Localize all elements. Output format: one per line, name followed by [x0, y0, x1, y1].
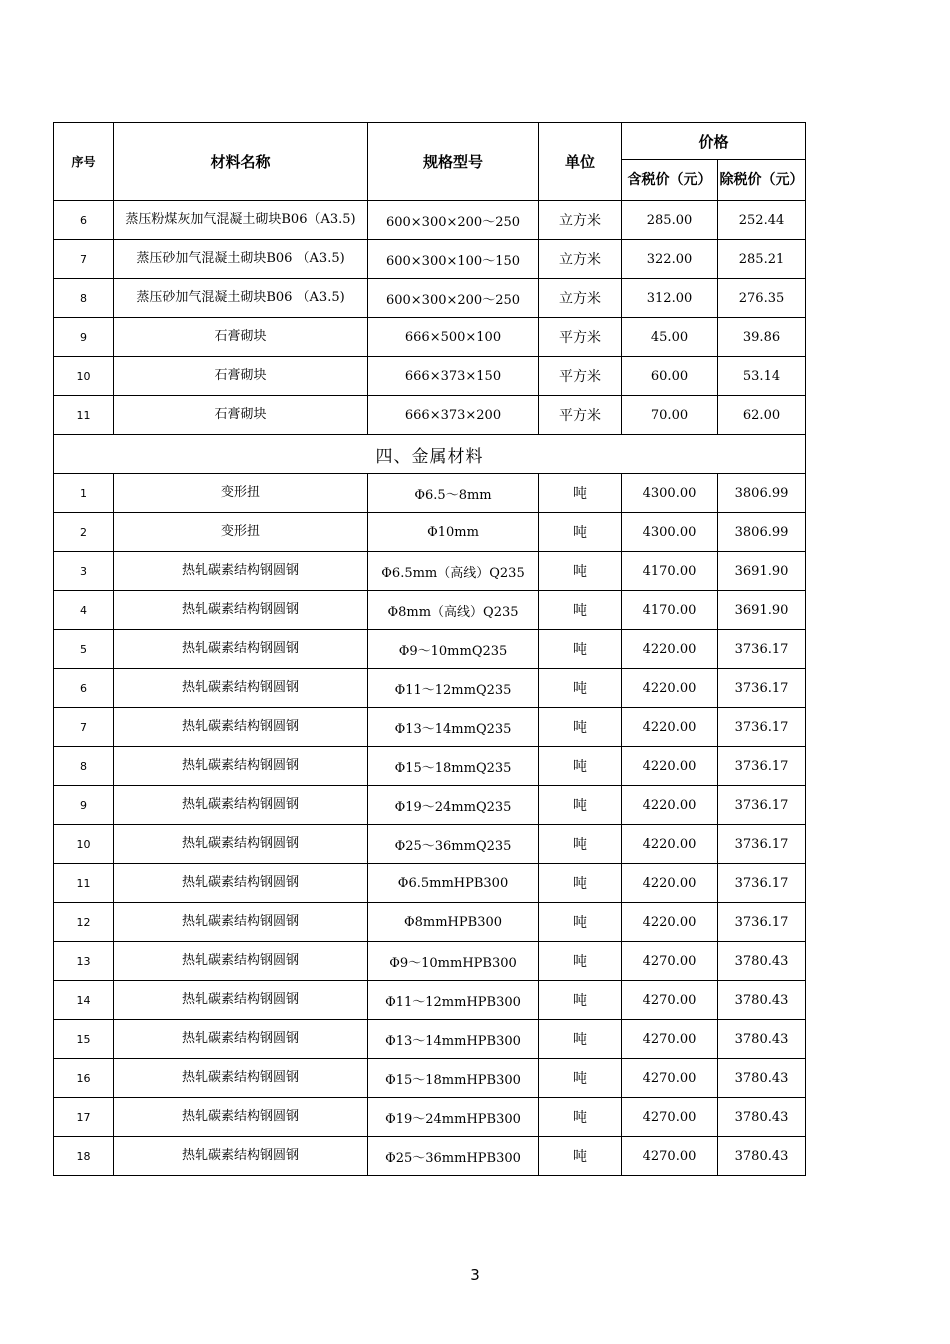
- cell-no: 5: [54, 630, 114, 669]
- cell-unit: 吨: [539, 864, 622, 903]
- cell-spec: Φ8mm（高线）Q235: [368, 591, 539, 630]
- cell-price-notax: 3736.17: [718, 747, 806, 786]
- cell-price-tax: 4300.00: [622, 474, 718, 513]
- cell-no: 1: [54, 474, 114, 513]
- cell-price-tax: 4300.00: [622, 513, 718, 552]
- cell-no: 7: [54, 708, 114, 747]
- cell-price-notax: 62.00: [718, 396, 806, 435]
- cell-name: 热轧碳素结构钢圆钢: [114, 825, 368, 864]
- cell-price-tax: 4270.00: [622, 1098, 718, 1137]
- cell-name: 热轧碳素结构钢圆钢: [114, 903, 368, 942]
- cell-unit: 吨: [539, 591, 622, 630]
- table-row: [54, 747, 806, 786]
- cell-spec: 600×300×100～150: [368, 240, 539, 279]
- cell-no: 10: [54, 357, 114, 396]
- cell-spec: Φ8mmHPB300: [368, 903, 539, 942]
- cell-price-tax: 4220.00: [622, 903, 718, 942]
- table-row: [54, 591, 806, 630]
- cell-no: 15: [54, 1020, 114, 1059]
- header-unit: 单位: [539, 123, 622, 201]
- cell-no: 6: [54, 201, 114, 240]
- cell-name: 热轧碳素结构钢圆钢: [114, 1020, 368, 1059]
- cell-no: 13: [54, 942, 114, 981]
- cell-price-notax: 3691.90: [718, 591, 806, 630]
- table-row: [54, 825, 806, 864]
- cell-unit: 吨: [539, 981, 622, 1020]
- cell-price-tax: 4220.00: [622, 825, 718, 864]
- table-row: [54, 1059, 806, 1098]
- cell-price-notax: 3736.17: [718, 630, 806, 669]
- cell-spec: Φ25～36mmHPB300: [368, 1137, 539, 1176]
- table-row: [54, 552, 806, 591]
- cell-no: 17: [54, 1098, 114, 1137]
- cell-name: 热轧碳素结构钢圆钢: [114, 630, 368, 669]
- table-row: [54, 630, 806, 669]
- cell-price-tax: 4170.00: [622, 552, 718, 591]
- header-spec: 规格型号: [368, 123, 539, 201]
- section-metal: [54, 435, 806, 474]
- cell-price-tax: 4220.00: [622, 786, 718, 825]
- cell-price-notax: 3780.43: [718, 1137, 806, 1176]
- cell-no: 10: [54, 825, 114, 864]
- cell-unit: 立方米: [539, 279, 622, 318]
- cell-price-notax: 3780.43: [718, 942, 806, 981]
- cell-price-tax: 4170.00: [622, 591, 718, 630]
- table-row: [54, 513, 806, 552]
- table-row: [54, 903, 806, 942]
- cell-unit: 平方米: [539, 318, 622, 357]
- table-row: [54, 864, 806, 903]
- cell-price-tax: 4270.00: [622, 1059, 718, 1098]
- cell-spec: Φ19～24mmHPB300: [368, 1098, 539, 1137]
- header-no: 序号: [54, 123, 114, 201]
- table-row: [54, 240, 806, 279]
- cell-no: 16: [54, 1059, 114, 1098]
- cell-spec: Φ13～14mmHPB300: [368, 1020, 539, 1059]
- table-row: [54, 396, 806, 435]
- cell-unit: 吨: [539, 903, 622, 942]
- cell-spec: Φ9～10mmQ235: [368, 630, 539, 669]
- table-row: [54, 708, 806, 747]
- cell-unit: 吨: [539, 942, 622, 981]
- cell-unit: 吨: [539, 552, 622, 591]
- metal-materials-rows: [54, 474, 806, 1176]
- cell-spec: Φ11～12mmQ235: [368, 669, 539, 708]
- cell-unit: 吨: [539, 1098, 622, 1137]
- cell-spec: Φ6.5mmHPB300: [368, 864, 539, 903]
- cell-unit: 吨: [539, 786, 622, 825]
- cell-price-tax: 285.00: [622, 201, 718, 240]
- cell-price-tax: 4220.00: [622, 747, 718, 786]
- cell-price-tax: 70.00: [622, 396, 718, 435]
- cell-no: 14: [54, 981, 114, 1020]
- cell-price-tax: 4270.00: [622, 1137, 718, 1176]
- cell-no: 9: [54, 318, 114, 357]
- cell-name: 热轧碳素结构钢圆钢: [114, 747, 368, 786]
- cell-name: 石膏砌块: [114, 318, 368, 357]
- cell-price-notax: 3736.17: [718, 669, 806, 708]
- cell-price-notax: 3736.17: [718, 903, 806, 942]
- cell-price-tax: 322.00: [622, 240, 718, 279]
- table-row: [54, 1020, 806, 1059]
- cell-price-notax: 3736.17: [718, 825, 806, 864]
- block-materials-rows: [54, 201, 806, 435]
- cell-no: 8: [54, 747, 114, 786]
- cell-name: 热轧碳素结构钢圆钢: [114, 591, 368, 630]
- cell-price-notax: 3780.43: [718, 1020, 806, 1059]
- cell-no: 11: [54, 396, 114, 435]
- cell-spec: Φ6.5mm（高线）Q235: [368, 552, 539, 591]
- cell-spec: Φ25～36mmQ235: [368, 825, 539, 864]
- cell-unit: 吨: [539, 669, 622, 708]
- cell-no: 12: [54, 903, 114, 942]
- cell-name: 石膏砌块: [114, 396, 368, 435]
- cell-price-notax: 3736.17: [718, 864, 806, 903]
- cell-name: 热轧碳素结构钢圆钢: [114, 708, 368, 747]
- cell-price-tax: 312.00: [622, 279, 718, 318]
- price-table: [53, 122, 806, 1176]
- cell-spec: Φ6.5～8mm: [368, 474, 539, 513]
- cell-unit: 吨: [539, 630, 622, 669]
- cell-name: 热轧碳素结构钢圆钢: [114, 1098, 368, 1137]
- cell-price-notax: 3806.99: [718, 474, 806, 513]
- cell-price-tax: 4270.00: [622, 942, 718, 981]
- cell-price-tax: 4220.00: [622, 630, 718, 669]
- cell-spec: Φ11～12mmHPB300: [368, 981, 539, 1020]
- cell-spec: Φ13～14mmQ235: [368, 708, 539, 747]
- table-row: [54, 474, 806, 513]
- header-price-tax: 含税价（元）: [622, 160, 718, 201]
- cell-name: 蒸压砂加气混凝土砌块B06 （A3.5): [114, 279, 368, 318]
- page-number: 3: [470, 1266, 480, 1284]
- cell-price-notax: 285.21: [718, 240, 806, 279]
- cell-unit: 吨: [539, 474, 622, 513]
- cell-no: 2: [54, 513, 114, 552]
- cell-name: 热轧碳素结构钢圆钢: [114, 942, 368, 981]
- cell-name: 热轧碳素结构钢圆钢: [114, 981, 368, 1020]
- table-row: [54, 786, 806, 825]
- cell-no: 6: [54, 669, 114, 708]
- cell-price-notax: 3780.43: [718, 1059, 806, 1098]
- cell-spec: 600×300×200～250: [368, 279, 539, 318]
- cell-no: 8: [54, 279, 114, 318]
- cell-no: 3: [54, 552, 114, 591]
- cell-name: 变形扭: [114, 513, 368, 552]
- cell-price-notax: 39.86: [718, 318, 806, 357]
- cell-price-notax: 3780.43: [718, 1098, 806, 1137]
- cell-no: 4: [54, 591, 114, 630]
- section-title: 四、金属材料: [54, 435, 806, 474]
- cell-price-notax: 3736.17: [718, 786, 806, 825]
- cell-spec: Φ15～18mmHPB300: [368, 1059, 539, 1098]
- cell-unit: 吨: [539, 825, 622, 864]
- cell-price-tax: 4220.00: [622, 669, 718, 708]
- cell-no: 18: [54, 1137, 114, 1176]
- table-row: [54, 279, 806, 318]
- cell-unit: 立方米: [539, 240, 622, 279]
- table-row: [54, 1098, 806, 1137]
- cell-unit: 吨: [539, 1137, 622, 1176]
- cell-price-notax: 3736.17: [718, 708, 806, 747]
- cell-price-notax: 3691.90: [718, 552, 806, 591]
- cell-name: 热轧碳素结构钢圆钢: [114, 1059, 368, 1098]
- cell-spec: 666×373×150: [368, 357, 539, 396]
- table-row: [54, 981, 806, 1020]
- cell-price-tax: 4220.00: [622, 864, 718, 903]
- cell-unit: 吨: [539, 1059, 622, 1098]
- cell-price-notax: 53.14: [718, 357, 806, 396]
- cell-spec: 600×300×200～250: [368, 201, 539, 240]
- cell-name: 热轧碳素结构钢圆钢: [114, 864, 368, 903]
- cell-spec: Φ9～10mmHPB300: [368, 942, 539, 981]
- cell-unit: 吨: [539, 1020, 622, 1059]
- cell-price-tax: 4270.00: [622, 1020, 718, 1059]
- cell-name: 热轧碳素结构钢圆钢: [114, 1137, 368, 1176]
- cell-spec: 666×500×100: [368, 318, 539, 357]
- cell-name: 蒸压粉煤灰加气混凝土砌块B06（A3.5): [114, 201, 368, 240]
- table-header: [54, 123, 806, 201]
- table-row: [54, 318, 806, 357]
- cell-unit: 吨: [539, 708, 622, 747]
- cell-price-notax: 276.35: [718, 279, 806, 318]
- table-row: [54, 1137, 806, 1176]
- cell-no: 11: [54, 864, 114, 903]
- cell-price-tax: 4270.00: [622, 981, 718, 1020]
- cell-price-notax: 252.44: [718, 201, 806, 240]
- cell-price-tax: 4220.00: [622, 708, 718, 747]
- cell-price-notax: 3780.43: [718, 981, 806, 1020]
- table-row: [54, 201, 806, 240]
- cell-price-tax: 60.00: [622, 357, 718, 396]
- cell-price-tax: 45.00: [622, 318, 718, 357]
- cell-price-notax: 3806.99: [718, 513, 806, 552]
- table-row: [54, 942, 806, 981]
- cell-name: 热轧碳素结构钢圆钢: [114, 786, 368, 825]
- table-row: [54, 669, 806, 708]
- cell-unit: 吨: [539, 513, 622, 552]
- cell-spec: Φ15～18mmQ235: [368, 747, 539, 786]
- cell-unit: 平方米: [539, 357, 622, 396]
- header-name: 材料名称: [114, 123, 368, 201]
- cell-name: 石膏砌块: [114, 357, 368, 396]
- cell-no: 7: [54, 240, 114, 279]
- table-row: [54, 357, 806, 396]
- header-price: 价格: [622, 123, 806, 160]
- cell-unit: 吨: [539, 747, 622, 786]
- cell-name: 热轧碳素结构钢圆钢: [114, 669, 368, 708]
- cell-no: 9: [54, 786, 114, 825]
- cell-name: 蒸压砂加气混凝土砌块B06 （A3.5): [114, 240, 368, 279]
- cell-unit: 平方米: [539, 396, 622, 435]
- cell-name: 变形扭: [114, 474, 368, 513]
- cell-spec: Φ10mm: [368, 513, 539, 552]
- cell-spec: Φ19～24mmQ235: [368, 786, 539, 825]
- header-price-notax: 除税价（元）: [718, 160, 806, 201]
- cell-unit: 立方米: [539, 201, 622, 240]
- cell-spec: 666×373×200: [368, 396, 539, 435]
- cell-name: 热轧碳素结构钢圆钢: [114, 552, 368, 591]
